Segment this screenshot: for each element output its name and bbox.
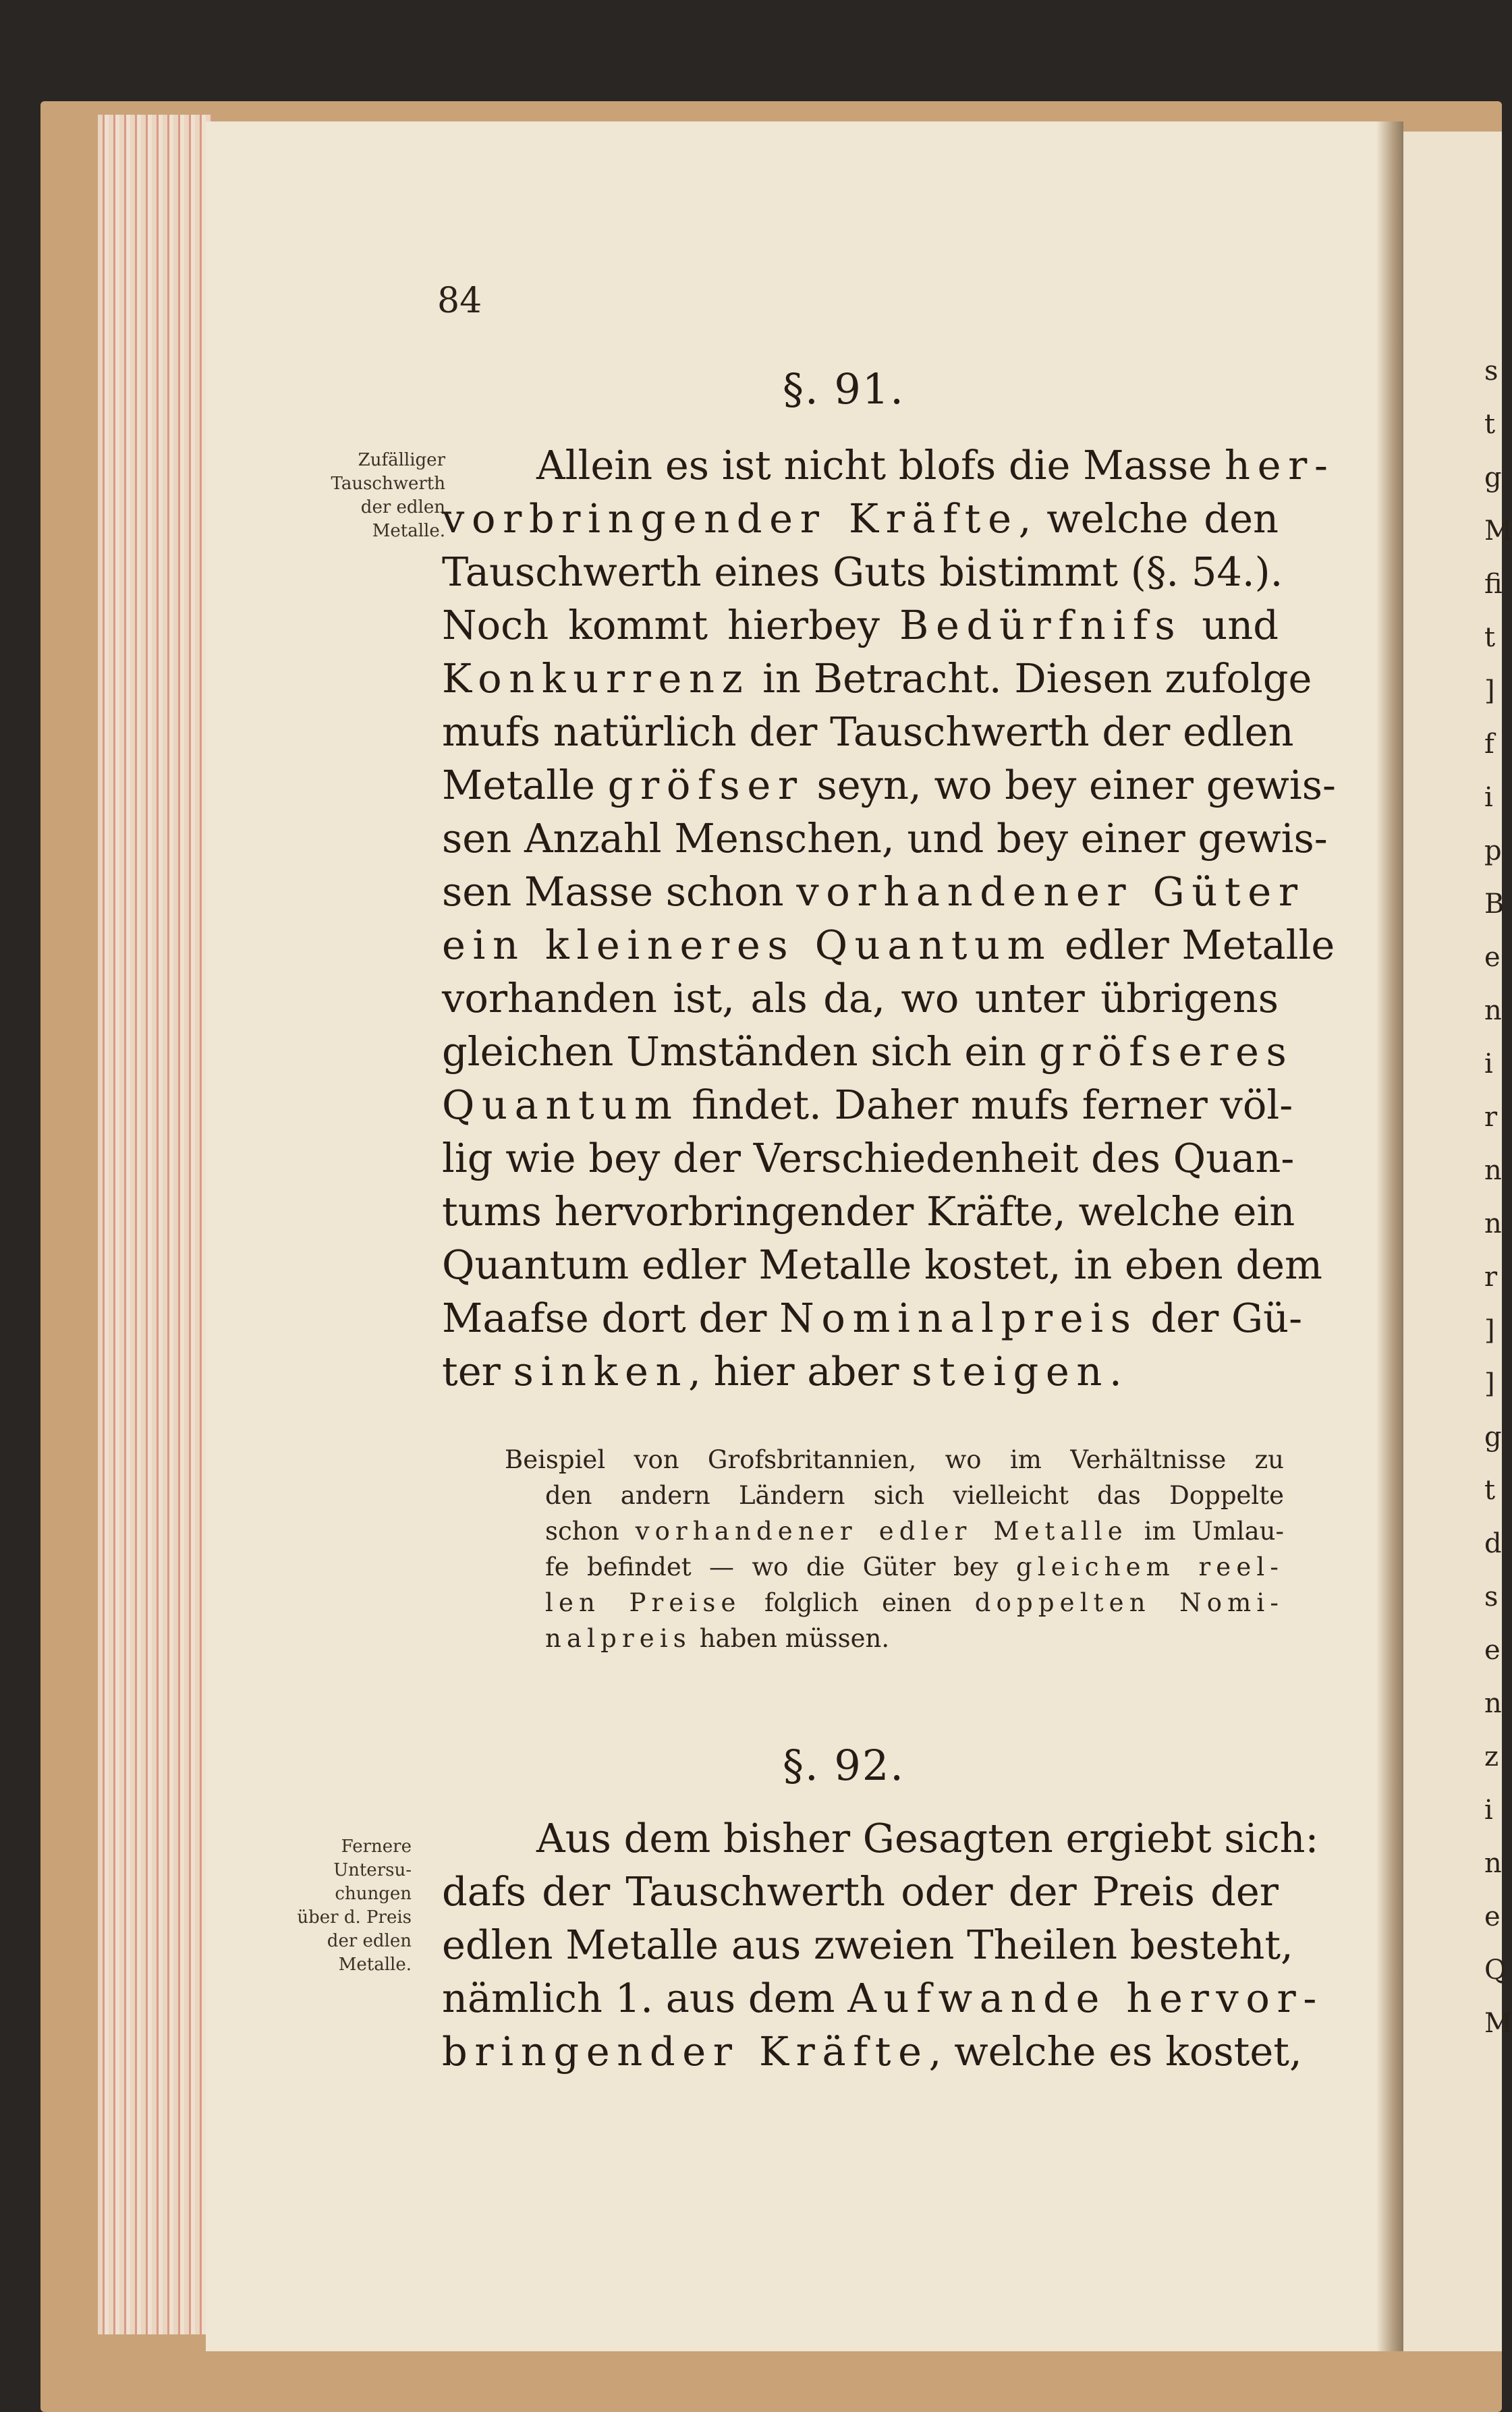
facing-page-letter: n: [1484, 1848, 1502, 1879]
footnote-line: [505, 1478, 1284, 1513]
margin-note-line: der edlen: [360, 497, 445, 517]
facing-page-letter: B: [1484, 889, 1505, 920]
text-run: sen Anzahl Menschen, und bey einer gewis-: [442, 815, 1328, 862]
text-run: , welche es kostet,: [928, 2028, 1302, 2075]
text-run: Beispiel von Grofsbritannien, wo im Verhältnisse zu: [505, 1445, 1284, 1474]
facing-page-letter: M: [1484, 515, 1512, 546]
spaced-emphasis-text: doppelten Nomi-: [974, 1588, 1284, 1617]
facing-page-letter: t: [1484, 409, 1496, 440]
facing-page-letter: n: [1484, 995, 1502, 1026]
facing-page-letter: e: [1484, 1635, 1501, 1666]
facing-page-letter: t: [1484, 622, 1496, 653]
facing-page-letter: s: [1484, 356, 1499, 387]
text-run: fe befindet — wo die Güter bey: [545, 1552, 1016, 1581]
facing-page-letter: ]: [1484, 675, 1495, 706]
margin-note-line: Fernere: [341, 1836, 412, 1857]
facing-page-letter: r: [1484, 1262, 1498, 1293]
spaced-emphasis-text: vorhandener Güter: [796, 868, 1305, 915]
section-91-footnote: [505, 1442, 1284, 1656]
text-run: den andern Ländern sich vielleicht das Doppelte: [545, 1481, 1284, 1510]
body-line: [442, 758, 1336, 812]
section-92-text: [442, 1812, 1324, 2078]
facing-page-letter: g: [1484, 1422, 1502, 1453]
body-line: [442, 598, 1279, 652]
facing-page-letter: e: [1484, 1901, 1501, 1932]
margin-note-line: Zufälliger: [358, 450, 445, 470]
facing-page-letter: i: [1484, 1795, 1493, 1826]
text-run: .: [1109, 1348, 1122, 1395]
facing-page-letter: r: [1484, 1102, 1498, 1133]
text-run: dafs der Tauschwerth oder der Preis der: [442, 1868, 1279, 1915]
body-line: [442, 1812, 1319, 1865]
spaced-emphasis-text: ein kleineres Quantum: [442, 922, 1053, 968]
text-run: Quantum edler Metalle kostet, in eben dem: [442, 1241, 1323, 1288]
facing-page-letter: p: [1484, 835, 1502, 866]
text-run: ter: [442, 1348, 513, 1395]
body-line: [442, 972, 1279, 1025]
margin-note-line: der edlen: [327, 1931, 412, 1951]
text-run: nämlich 1. aus dem: [442, 1975, 848, 2021]
spaced-emphasis-text: sinken: [513, 1348, 689, 1395]
body-line: [442, 705, 1294, 758]
facing-page-letter: z: [1484, 1741, 1499, 1772]
facing-page-letter: i: [1484, 782, 1493, 813]
text-run: Noch kommt hierbey: [442, 602, 899, 648]
text-run: vorhanden ist, als da, wo unter übrigens: [442, 975, 1279, 1021]
facing-page-letter: n: [1484, 1688, 1502, 1719]
facing-page-letter: i: [1484, 1048, 1493, 1079]
text-run: , hier aber: [688, 1348, 912, 1395]
facing-page-letter: Q: [1484, 1955, 1507, 1986]
text-run: lig wie bey der Verschiedenheit des Quan-: [442, 1135, 1295, 1181]
text-run: im Umlau-: [1127, 1517, 1284, 1546]
facing-page-letter: s: [1484, 1581, 1499, 1612]
body-line: [442, 1971, 1324, 2025]
text-run: Allein es ist nicht blofs die Masse: [536, 442, 1225, 488]
text-run: tums hervorbringender Kräfte, welche ein: [442, 1188, 1295, 1235]
spaced-emphasis-text: Quantum: [442, 1082, 679, 1128]
text-run: in Betracht. Diesen zufolge: [750, 655, 1312, 702]
spaced-emphasis-text: gröfseres: [1038, 1028, 1294, 1075]
text-run: schon: [545, 1517, 636, 1546]
spaced-emphasis-text: len Preise: [545, 1588, 741, 1617]
text-run: der Gü-: [1138, 1295, 1303, 1341]
text-run: findet. Daher mufs ferner völ-: [679, 1082, 1293, 1128]
facing-page-letter: t: [1484, 1475, 1496, 1506]
spaced-emphasis-text: vorbringender Kräfte: [442, 495, 1019, 542]
text-run: haben müssen.: [691, 1624, 890, 1653]
margin-note-line: Metalle.: [372, 521, 445, 541]
body-line: [442, 545, 1283, 598]
spaced-emphasis-text: nalpreis: [545, 1624, 692, 1653]
facing-page-letter: f: [1484, 729, 1494, 760]
body-line: [442, 492, 1279, 545]
body-line: [442, 1865, 1279, 1918]
spaced-emphasis-text: Nominalpreis: [779, 1295, 1138, 1341]
footnote-line: [505, 1621, 1284, 1656]
section-91-margin-note: [317, 449, 445, 543]
spaced-emphasis-text: her-: [1224, 442, 1335, 488]
section-92-heading: §. 92.: [783, 1741, 905, 1790]
body-line: [442, 1291, 1303, 1345]
text-run: Tauschwerth eines Guts bistimmt (§. 54.).: [442, 549, 1283, 595]
facing-page-letter: ]: [1484, 1315, 1495, 1346]
spaced-emphasis-text: bringender Kräfte: [442, 2028, 929, 2075]
spaced-emphasis-text: Bedürfnifs: [899, 602, 1183, 648]
facing-page-letter: d: [1484, 1528, 1502, 1559]
facing-page-letter: n: [1484, 1155, 1502, 1186]
page-edges: [98, 115, 213, 2334]
page-number: 84: [437, 281, 482, 321]
body-line: [442, 2025, 1302, 2078]
body-line: [442, 1185, 1295, 1238]
body-line: [442, 1345, 1279, 1398]
text-run: seyn, wo bey einer gewis-: [804, 762, 1336, 808]
spaced-emphasis-text: Konkurrenz: [442, 655, 750, 702]
margin-note-line: chungen: [335, 1884, 412, 1904]
body-line: [442, 1918, 1293, 1971]
facing-page-letter: fi: [1484, 569, 1503, 600]
body-line: [442, 1238, 1323, 1291]
facing-page-letter: g: [1484, 462, 1502, 493]
margin-note-line: Untersu-: [333, 1860, 412, 1880]
spaced-emphasis-text: gröfser: [607, 762, 804, 808]
footnote-line: [505, 1549, 1284, 1585]
facing-page-letter: ]: [1484, 1368, 1495, 1399]
text-run: gleichen Umständen sich ein: [442, 1028, 1039, 1075]
page-gutter: [1376, 121, 1403, 2351]
section-92-margin-note: [283, 1835, 412, 1977]
margin-note-line: Tauschwerth: [331, 474, 445, 494]
body-line: [442, 1025, 1294, 1078]
facing-page-letter: M: [1484, 2008, 1512, 2039]
text-run: folglich einen: [741, 1588, 975, 1617]
spaced-emphasis-text: Aufwande hervor-: [847, 1975, 1324, 2021]
facing-page-letter: e: [1484, 942, 1501, 973]
section-91-text: [442, 439, 1336, 1398]
spaced-emphasis-text: steigen: [912, 1348, 1110, 1395]
text-run: Aus dem bisher Gesagten ergiebt sich:: [536, 1815, 1319, 1861]
footnote-line: [505, 1585, 1284, 1621]
facing-page-letter: n: [1484, 1208, 1502, 1239]
body-line: [442, 812, 1328, 865]
body-line: [442, 1131, 1295, 1185]
body-line: [442, 865, 1305, 918]
text-run: edlen Metalle aus zweien Theilen besteht,: [442, 1922, 1293, 1968]
text-run: mufs natürlich der Tauschwerth der edlen: [442, 708, 1294, 755]
section-91-heading: §. 91.: [783, 364, 905, 414]
body-line: [442, 1078, 1293, 1131]
body-line: [442, 918, 1335, 972]
text-run: und: [1182, 602, 1279, 648]
text-run: Metalle: [442, 762, 608, 808]
text-run: , welche den: [1018, 495, 1279, 542]
facing-page-fragment: [1403, 132, 1512, 2351]
spaced-emphasis-text: vorhandener edler Metalle: [635, 1517, 1128, 1546]
spaced-emphasis-text: gleichem reel-: [1015, 1552, 1284, 1581]
text-run: edler Metalle: [1052, 922, 1335, 968]
body-line: [442, 652, 1312, 705]
footnote-line: [505, 1513, 1284, 1549]
footnote-line: [505, 1442, 1284, 1478]
margin-note-line: über d. Preis: [297, 1907, 412, 1928]
text-run: sen Masse schon: [442, 868, 797, 915]
margin-note-line: Metalle.: [338, 1955, 412, 1975]
body-line: [442, 439, 1335, 492]
text-run: Maafse dort der: [442, 1295, 780, 1341]
